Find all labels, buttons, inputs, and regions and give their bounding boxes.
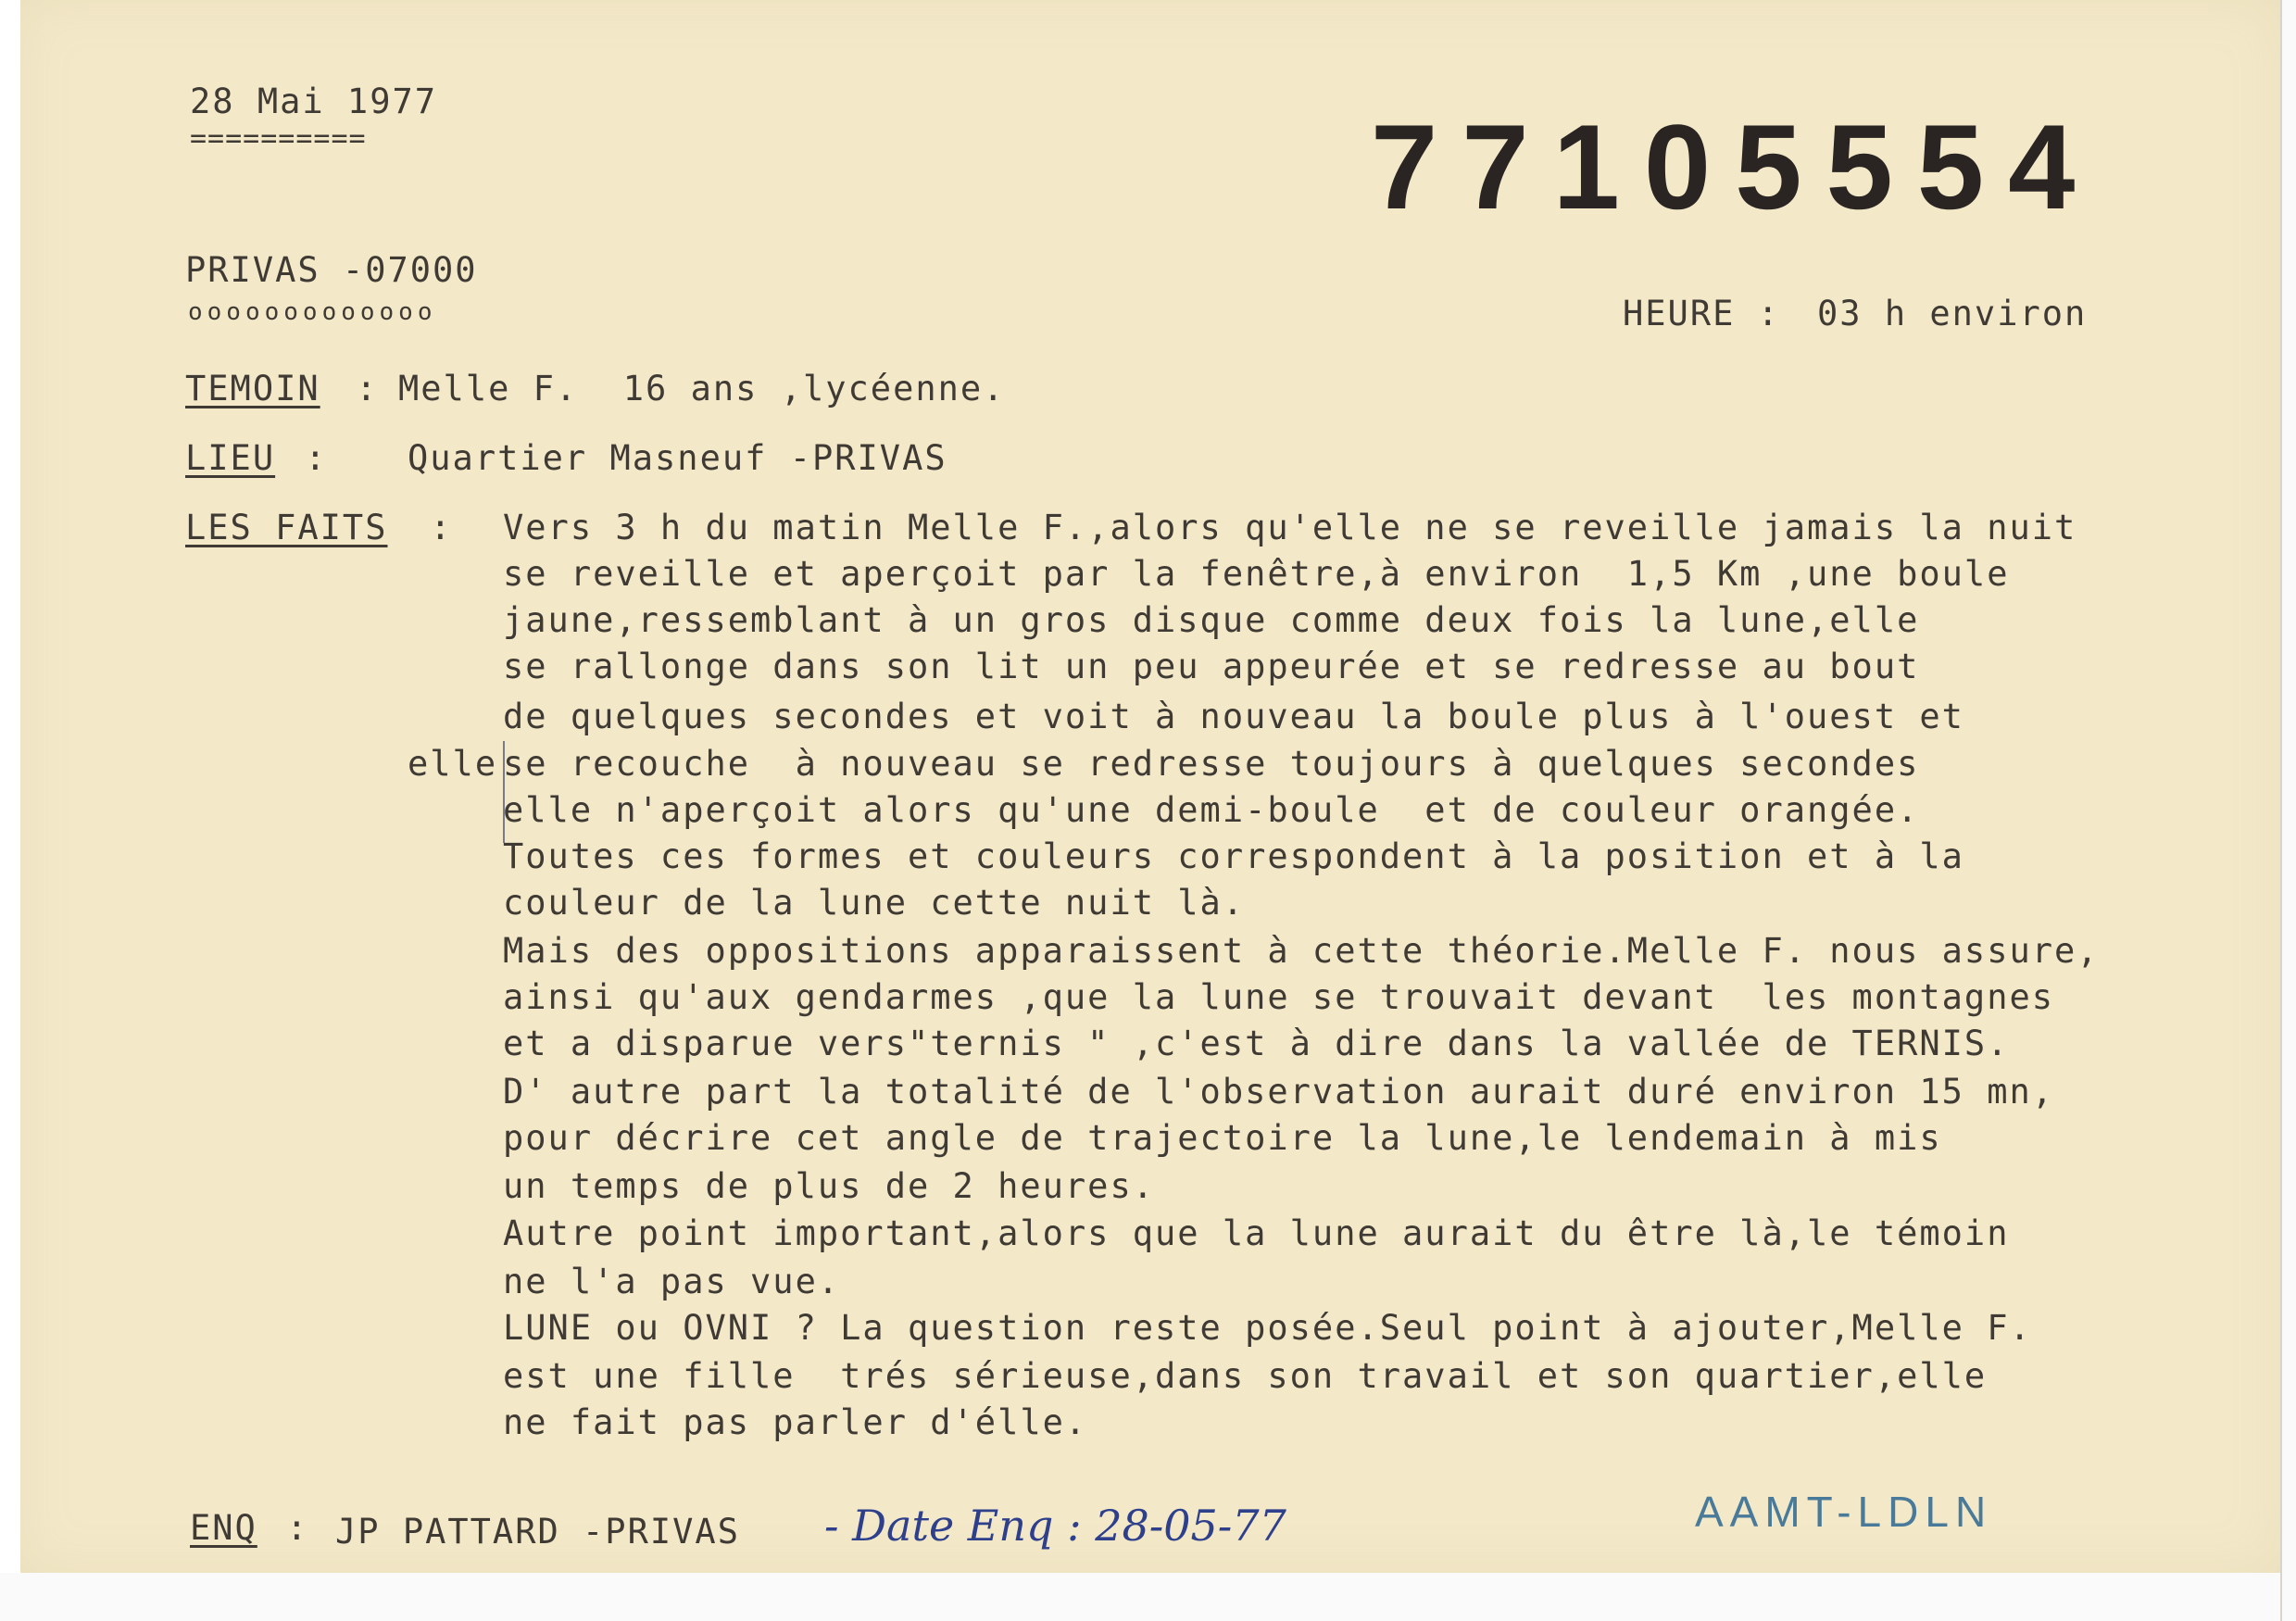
faits-line: ne fait pas parler d'élle. xyxy=(503,1402,1088,1442)
faits-line: pour décrire cet angle de trajectoire la lune,le lendemain à mis xyxy=(503,1118,1942,1158)
faits-line: Autre point important,alors que la lune aurait du être là,le témoin xyxy=(503,1213,2010,1253)
temoin-label: TEMOIN xyxy=(185,369,320,408)
faits-line: de quelques secondes et voit à nouveau la boule plus à l'ouest et xyxy=(503,697,1964,736)
faits-line: ne l'a pas vue. xyxy=(503,1262,841,1301)
faits-line: D' autre part la totalité de l'observation aurait duré environ 15 mn, xyxy=(503,1072,2055,1112)
heure-label: HEURE : xyxy=(1623,294,1780,333)
case-number: 77105554 xyxy=(1371,99,2100,234)
temoin-sep: : xyxy=(333,369,379,408)
faits-line: Mais des oppositions apparaissent à cette théorie.Melle F. nous assure, xyxy=(503,931,2100,971)
enq-value: JP PATTARD -PRIVAS xyxy=(335,1512,740,1552)
faits-line: elle n'aperçoit alors qu'une demi-boule et de couleur orangée. xyxy=(503,790,1920,830)
faits-line: Toutes ces formes et couleurs correspondent à la position et à la xyxy=(503,836,1964,876)
faits-line: se recouche à nouveau se redresse toujours à quelques secondes xyxy=(503,744,1920,784)
faits-line: se reveille et aperçoit par la fenêtre,à environ 1,5 Km ,une boule xyxy=(503,554,2010,594)
enq-label: ENQ xyxy=(190,1508,257,1548)
faits-line: jaune,ressemblant à un gros disque comme deux fois la lune,elle xyxy=(503,600,1920,640)
faits-line: se rallonge dans son lit un peu appeurée et se redresse au bout xyxy=(503,647,1920,686)
faits-line: Vers 3 h du matin Melle F.,alors qu'elle ne se reveille jamais la nuit xyxy=(503,508,2077,547)
faits-line: LUNE ou OVNI ? La question reste posée.Seul point à ajouter,Melle F. xyxy=(503,1308,2032,1348)
faits-line: est une fille trés sérieuse,dans son travail et son quartier,elle xyxy=(503,1356,1988,1396)
scan-right-edge xyxy=(2280,0,2296,1621)
enq-sep: : xyxy=(264,1508,309,1548)
faits-line: ainsi qu'aux gendarmes ,que la lune se trouvait devant les montagnes xyxy=(503,977,2055,1017)
report-city: PRIVAS -07000 xyxy=(185,250,478,290)
faits-line: couleur de la lune cette nuit là. xyxy=(503,883,1246,923)
faits-margin-insert: elle xyxy=(408,744,498,784)
report-date-rule: ========== xyxy=(190,122,367,155)
handwritten-enquiry-date: - Date Enq : 28-05-77 xyxy=(824,1501,1286,1551)
heure-value: 03 h environ xyxy=(1817,294,2088,333)
lieu-label: LIEU xyxy=(185,438,276,478)
faits-line: et a disparue vers"ternis " ,c'est à dire dans la vallée de TERNIS. xyxy=(503,1024,2010,1063)
temoin-value: Melle F. 16 ans ,lycéenne. xyxy=(398,369,1006,408)
lieu-value: Quartier Masneuf -PRIVAS xyxy=(408,438,947,478)
faits-label: LES FAITS xyxy=(185,508,388,547)
report-city-rule: ooooooooooooo xyxy=(188,298,437,326)
report-date: 28 Mai 1977 xyxy=(190,82,438,121)
aamt-ldln-stamp: AAMT-LDLN xyxy=(1695,1488,1993,1536)
scan-bottom-edge xyxy=(0,1573,2280,1621)
faits-line: un temps de plus de 2 heures. xyxy=(503,1166,1156,1206)
lieu-sep: : xyxy=(282,438,328,478)
faits-sep: : xyxy=(408,508,453,547)
